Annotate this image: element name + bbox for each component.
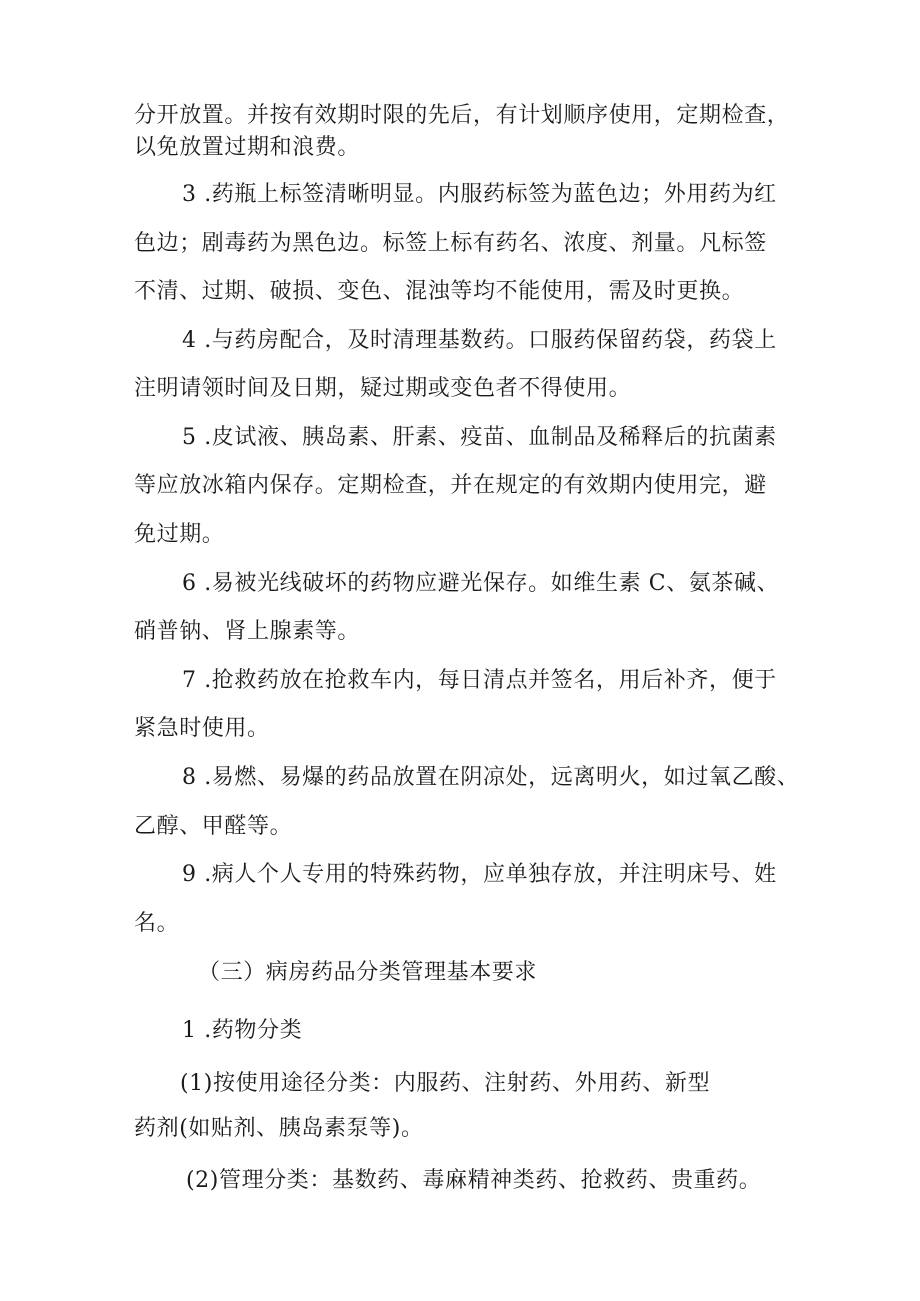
list-item-6-line: 6 .易被光线破坏的药物应避光保存。如维生素 C、氨茶碱、: [182, 571, 780, 596]
list-item-5-line: 5 .皮试液、胰岛素、肝素、疫苗、血制品及稀释后的抗菌素: [182, 425, 777, 450]
list-item-9-line: 9 .病人个人专用的特殊药物，应单独存放，并注明床号、姓: [182, 862, 777, 887]
list-item-7-line: 7 .抢救药放在抢救车内，每日清点并签名，用后补齐，便于: [182, 668, 777, 693]
list-item-8-line: 8 .易燃、易爆的药品放置在阴凉处，远离明火，如过氧乙酸、: [182, 765, 800, 790]
text-line: 等应放冰箱内保存。定期检查，并在规定的有效期内使用完，避: [134, 473, 767, 498]
text-line: 注明请领时间及日期，疑过期或变色者不得使用。: [134, 376, 632, 401]
text-line: 紧急时使用。: [134, 716, 270, 741]
text-line: 硝普钠、肾上腺素等。: [134, 619, 361, 644]
subsection-heading: 1 .药物分类: [182, 1018, 303, 1043]
text-line: 以免放置过期和浪费。: [134, 135, 361, 160]
text-line: 名。: [134, 911, 180, 936]
text-line: 不清、过期、破损、变色、混浊等均不能使用，需及时更换。: [134, 279, 745, 304]
list-item-1-line: (1)按使用途径分类：内服药、注射药、外用药、新型: [180, 1071, 711, 1096]
text-line: 乙醇、甲醛等。: [134, 814, 293, 839]
section-heading: （三）病房药品分类管理基本要求: [198, 960, 538, 985]
list-item-2-line: (2)管理分类：基数药、毒麻精神类药、抢救药、贵重药。: [186, 1168, 762, 1193]
list-item-4-line: 4 .与药房配合，及时清理基数药。口服药保留药袋，药袋上: [182, 328, 777, 353]
list-item-3-line: 3 .药瓶上标签清晰明显。内服药标签为蓝色边；外用药为红: [182, 182, 777, 207]
text-line: 色边；剧毒药为黑色边。标签上标有药名、浓度、剂量。凡标签: [134, 231, 767, 256]
text-line: 分开放置。并按有效期时限的先后，有计划顺序使用，定期检查，: [134, 103, 790, 128]
text-line: 药剂(如贴剂、胰岛素泵等)。: [134, 1116, 424, 1141]
text-line: 免过期。: [134, 522, 225, 547]
